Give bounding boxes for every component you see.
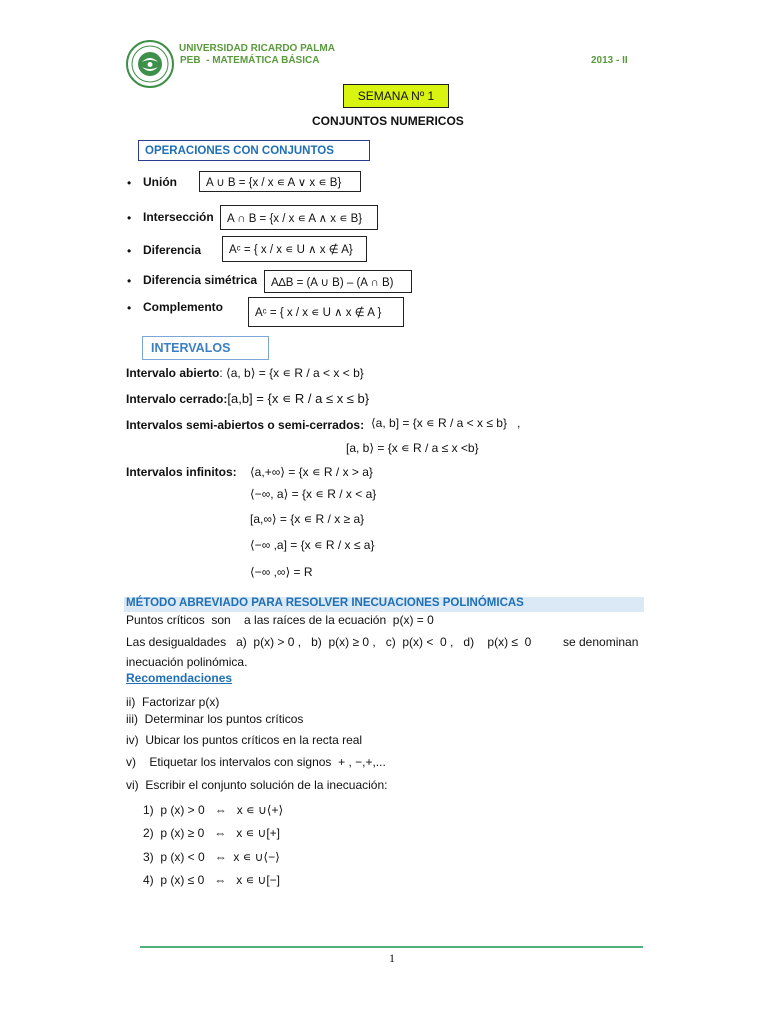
bullet: • [127, 301, 132, 315]
metodo-line-3: inecuación polinómica. [126, 655, 248, 669]
interval-open-formula: : ⟨a, b⟩ = {x ∊ R / a < x < b} [219, 366, 364, 380]
interval-semi-formula-2: [a, b⟩ = {x ∊ R / a ≤ x <b} [346, 441, 479, 455]
recommendation-step: iv) Ubicar los puntos críticos en la recta real [126, 733, 363, 747]
interval-infinite-formula: ⟨−∞ ,∞⟩ = R [250, 565, 313, 579]
bullet: • [127, 244, 132, 258]
course-name: PEB - MATEMÁTICA BÁSICA [180, 55, 320, 66]
solution-row: 4) p (x) ≤ 0 ⇔ x ∊ ∪[−] [143, 873, 281, 887]
university-seal-icon [126, 40, 174, 88]
solution-row: 3) p (x) < 0 ⇔ x ∊ ∪⟨−⟩ [143, 850, 280, 864]
interval-closed-formula: [a,b] = {x ∊ R / a ≤ x ≤ b} [227, 391, 370, 406]
op-formula-union: A ∪ B = {x / x ∊ A ∨ x ∊ B} [199, 171, 361, 192]
interval-infinite-label: Intervalos infinitos: [126, 465, 237, 479]
op-label-interseccion: Intersección [143, 210, 214, 224]
page-title: CONJUNTOS NUMERICOS [312, 114, 464, 128]
bullet: • [127, 211, 132, 225]
section-heading-intervalos: INTERVALOS [142, 336, 269, 360]
recommendation-step: ii) Factorizar p(x) [126, 695, 220, 709]
footer-rule [140, 946, 643, 948]
section-heading-recomendaciones: Recomendaciones [126, 671, 233, 685]
interval-open-row [126, 366, 364, 380]
op-formula-interseccion: A ∩ B = {x / x ∊ A ∧ x ∊ B} [220, 205, 378, 230]
op-label-diferencia-simetrica: Diferencia simétrica [143, 273, 258, 287]
interval-closed-label: Intervalo cerrado: [126, 392, 228, 406]
interval-closed-row [126, 391, 369, 407]
interval-infinite-formula: [a,∞⟩ = {x ∊ R / x ≥ a} [250, 512, 365, 526]
section-heading-metodo: MÉTODO ABREVIADO PARA RESOLVER INECUACIONES POLINÓMICAS [126, 597, 524, 609]
interval-infinite-formula: ⟨−∞ ,a] = {x ∊ R / x ≤ a} [250, 538, 375, 552]
interval-infinite-formula: ⟨−∞, a⟩ = {x ∊ R / x < a} [250, 487, 377, 501]
page-number: 1 [389, 951, 395, 965]
op-formula-diferencia-simetrica: A∆B = (A ∪ B) – (A ∩ B) [264, 270, 412, 293]
interval-semi-formula-1: ⟨a, b] = {x ∊ R / a < x ≤ b} , [371, 416, 521, 430]
recommendation-step: vi) Escribir el conjunto solución de la inecuación: [126, 778, 388, 792]
university-name: UNIVERSIDAD RICARDO PALMA [179, 43, 335, 54]
metodo-line-2-end: se denominan [563, 635, 639, 649]
bullet: • [127, 176, 132, 190]
op-label-union: Unión [143, 175, 177, 189]
op-formula-diferencia: Aᶜ = { x / x ∊ U ∧ x ∉ A} [222, 236, 367, 262]
interval-semi-label: Intervalos semi-abiertos o semi-cerrados: [126, 418, 365, 432]
op-formula-complemento: Aᶜ = { x / x ∊ U ∧ x ∉ A } [248, 297, 404, 327]
metodo-line-2: Las desigualdades a) p(x) > 0 , b) p(x) ≥ 0 , c) p(x) < 0 , d) p(x) ≤ 0 [126, 635, 532, 649]
week-badge: SEMANA Nº 1 [343, 84, 449, 108]
interval-open-label: Intervalo abierto [126, 366, 220, 380]
section-heading-operaciones: OPERACIONES CON CONJUNTOS [138, 140, 370, 161]
metodo-line-1: Puntos críticos son a las raíces de la ecuación p(x) = 0 [126, 613, 434, 627]
op-label-diferencia: Diferencia [143, 243, 202, 257]
solution-row: 2) p (x) ≥ 0 ⇔ x ∊ ∪[+] [143, 826, 281, 840]
recommendation-step: iii) Determinar los puntos críticos [126, 712, 304, 726]
recommendation-step: v) Etiquetar los intervalos con signos + , −,+,... [126, 755, 386, 769]
bullet: • [127, 274, 132, 288]
solution-row: 1) p (x) > 0 ⇔ x ∊ ∪⟨+⟩ [143, 803, 284, 817]
interval-infinite-formula: ⟨a,+∞⟩ = {x ∊ R / x > a} [250, 465, 373, 479]
op-label-complemento: Complemento [143, 300, 224, 314]
term-label: 2013 - II [591, 55, 628, 66]
